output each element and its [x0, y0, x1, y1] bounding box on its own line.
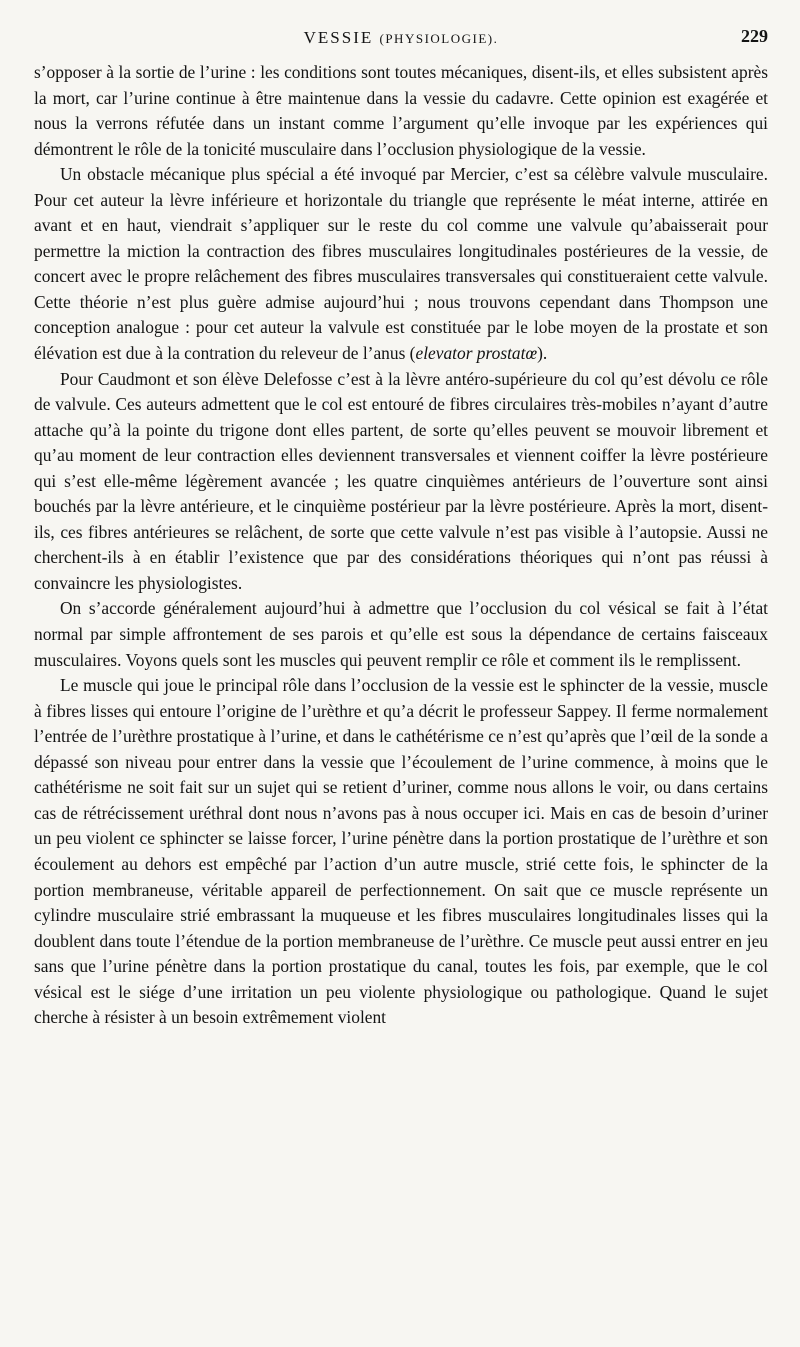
running-title-subtitle: (PHYSIOLOGIE).	[379, 31, 499, 46]
running-head	[34, 22, 768, 52]
paragraph-1: s’opposer à la sortie de l’urine : les conditions sont toutes mécaniques, disent-ils, et elles subsistent après la mort, car l’urine continue à être maintenue dans la vessie du cadavre. Cette opinion est exagérée et nous la verrons réfutée dans un instant comme l’argument qu’elle invoque par les expériences qui démontrent le rôle de la tonicité musculaire dans l’occlusion physiologique de la vessie.	[34, 62, 768, 159]
page-number: 229	[741, 26, 768, 46]
paragraph-2-text-end: ).	[537, 343, 548, 364]
paragraph-4: On s’accorde généralement aujourd’hui à admettre que l’occlusion du col vésical se fait à l’état normal par simple affrontement de ses parois et qu’elle est sous la dépendance de certains faisceaux musculaires. Voyons quels sont les muscles qui peuvent remplir ce rôle et comment ils le remplissent.	[34, 598, 768, 670]
paragraph-2-italic-term: elevator prostatœ	[415, 343, 538, 364]
paragraph-3: Pour Caudmont et son élève Delefosse c’est à la lèvre antéro-supérieure du col qu’est dévolu ce rôle de valvule. Ces auteurs admettent que le col est entouré de fibres circulaires très-mobiles n’ayant d’autre attache qu’à la pointe du trigone dont elles partent, de sorte qu’elles peuvent se mouvoir librement et qu’au moment de leur contraction elles deviennent transversales et viennent coiffer la lèvre postérieure qui s’est elle-même légèrement avancée ; les quatre cinquièmes antérieurs de l’ouverture sont ainsi bouchés par la lèvre antérieure, et le cinquième postérieur par la lèvre postérieure. Après la mort, disent-ils, ces fibres antérieures se relâchent, de sorte que cette valvule n’est pas visible à l’autopsie. Aussi ne cherchent-ils à en établir l’existence que par des considérations théoriques qui n’ont pas réussi à convaincre les physiologistes.	[34, 368, 768, 593]
body-text	[34, 60, 768, 1031]
paragraph-2-text: Un obstacle mécanique plus spécial a été invoqué par Mercier, c’est sa célèbre valvule musculaire. Pour cet auteur la lèvre inférieure et horizontale du triangle que représente le méat interne, attirée en avant et en haut, viendrait s’appliquer sur le reste du col comme une valvule qu’abaisserait pour permettre la miction la contraction des fibres musculaires longitudinales postérieures de la vessie, de concert avec le propre relâchement des fibres musculaires transversales qui constitueraient cette valvule. Cette théorie n’est plus guère admise aujourd’hui ; nous trouvons cependant dans Thompson une conception analogue : pour cet auteur la valvule est constituée par le lobe moyen de la prostate et son élévation est due à la contration du releveur de l’anus (	[34, 164, 768, 364]
paragraph-2	[34, 162, 768, 366]
running-title-main: VESSIE	[303, 28, 374, 47]
paragraph-5: Le muscle qui joue le principal rôle dans l’occlusion de la vessie est le sphincter de la vessie, muscle à fibres lisses qui entoure l’origine de l’urèthre et qu’a décrit le professeur Sappey. Il ferme normalement l’entrée de l’urèthre prostatique à l’urine, et dans le cathétérisme ce n’est qu’après que l’œil de la sonde a dépassé son niveau pour entrer dans la vessie que l’écoulement de l’urine commence, à moins que le cathétérisme ne soit fait sur un sujet qui se retient d’uriner, comme nous allons le voir, ou dans certains cas de rétrécissement uréthral dont nous n’avons pas à nous occuper ici. Mais en cas de besoin d’uriner un peu violent ce sphincter se laisse forcer, l’urine pénètre dans la portion prostatique de l’urèthre et son écoulement au dehors est empêché par l’action d’un autre muscle, strié cette fois, le sphincter de la portion membraneuse, véritable appareil de perfectionnement. On sait que ce muscle représente un cylindre musculaire strié embrassant la muqueuse et les fibres musculaires longitudinales lisses qui la doublent dans toute l’étendue de la portion membraneuse de l’urèthre. Ce muscle peut aussi entrer en jeu sans que l’urine pénètre dans la portion prostatique du canal, toutes les fois, par exemple, que le col vésical est le siége d’une irritation un peu violente physiologique ou pathologique. Quand le sujet cherche à résister à un besoin extrêmement violent	[34, 675, 768, 1028]
running-title	[34, 28, 768, 48]
